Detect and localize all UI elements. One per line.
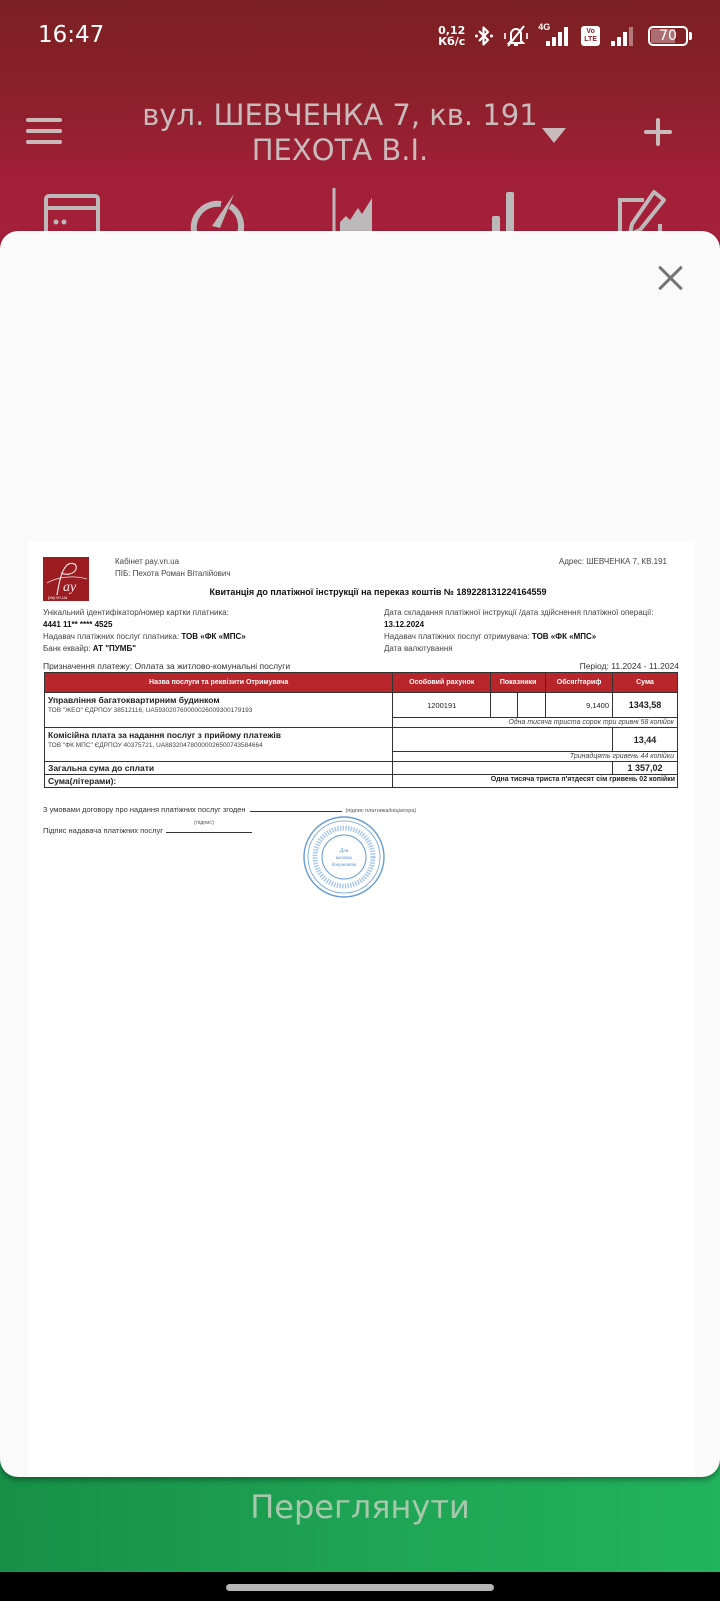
meter-cell (491, 693, 518, 718)
payer-id-value: 4441 11** **** 4525 (43, 620, 113, 629)
payer-provider-label: Надавач платіжних послуг платника: (43, 632, 182, 641)
operation-details (384, 607, 653, 655)
header-owner: ПЕХОТА В.І. (251, 133, 429, 167)
mute-bell-icon (503, 24, 529, 48)
payer-provider (43, 631, 246, 643)
payment-purpose: Призначення платежу: Оплата за житлово-комунальні послуги (43, 661, 291, 671)
agreement-text: З умовами договору про надання платіжних послуг згоден (43, 805, 246, 814)
agreement-line (43, 804, 416, 814)
chevron-down-icon[interactable] (542, 128, 566, 143)
provider-sign-label: Підпис надавача платіжних послуг (43, 826, 164, 835)
column-header: Показники (491, 673, 546, 693)
cabinet-info (115, 556, 231, 580)
empty-cell (393, 762, 613, 775)
service-name: Комісійна плата за надання послуг з прийому платежів (48, 730, 281, 740)
volte-bottom: LTE (584, 36, 597, 43)
menu-icon-line (26, 140, 62, 144)
table-header-row (45, 673, 678, 693)
table-row (45, 693, 678, 718)
sum-words: Тринадцять гривень 44 копійки (393, 752, 678, 762)
service-requisites: ТОВ "ФК МПС" ЄДРПОУ 40375721, UA883204780000026500743584664 (48, 742, 263, 749)
total-label: Загальна сума до сплати (45, 762, 393, 775)
volte-icon (581, 26, 600, 46)
battery-body (648, 26, 688, 46)
table-row (45, 728, 678, 752)
network-speed-value: 0,12 (438, 24, 466, 37)
payer-name: ПІБ: Пехота Роман Віталійович (115, 569, 231, 578)
svg-text:документів: документів (331, 863, 357, 868)
operation-date-label: Дата складання платіжної інструкції /дата здійснення платіжної операції: (384, 608, 654, 617)
service-cell (45, 728, 393, 762)
column-header: Сума (613, 673, 678, 693)
signature-line (166, 820, 252, 833)
acquirer-bank (43, 643, 246, 655)
signature-line (250, 804, 342, 812)
payer-id-label: Унікальний ідентифікатор/номер картки платника: (43, 608, 229, 617)
stamp-seal (302, 815, 386, 899)
sign-hint: (підпис) (194, 820, 214, 826)
pay-logo (43, 557, 89, 601)
column-header: Особовий рахунок (393, 673, 491, 693)
bluetooth-icon (474, 24, 494, 48)
network-type: 4G (538, 22, 551, 32)
battery-tip (689, 32, 692, 40)
recipient-provider-label: Надавач платіжних послуг отримувача: (384, 632, 532, 641)
status-bar (0, 0, 720, 72)
volte-top: Vo (586, 28, 595, 35)
meter-cell (518, 693, 546, 718)
total-row (45, 762, 678, 775)
provider-signature (43, 820, 252, 835)
account-selector[interactable] (140, 98, 540, 168)
svg-text:Для: Для (339, 848, 349, 854)
menu-icon-line (26, 129, 62, 133)
menu-button[interactable] (26, 118, 62, 148)
svg-text:pay.vn.ua: pay.vn.ua (48, 595, 68, 600)
receipt-modal (0, 231, 720, 1477)
operation-date-value: 13.12.2024 (384, 620, 425, 629)
signal-4g (538, 24, 572, 48)
valuation-date-label: Дата валютування (384, 644, 453, 653)
receipt-document (28, 541, 695, 1477)
bank-label: Банк еквайр: (43, 644, 93, 653)
words-value: Одна тисяча триста п'ятдесят сім гривень 02 копійки (393, 775, 678, 788)
payer-details (43, 607, 246, 655)
network-speed-unit: Кб/с (438, 35, 466, 48)
signal-bars-2-icon (609, 24, 639, 48)
svg-text:ay: ay (63, 580, 77, 595)
sum-cell: 1343,58 (613, 693, 678, 718)
column-header: Обсяг/тариф (546, 673, 613, 693)
status-icons (438, 22, 692, 50)
add-account-button[interactable] (644, 118, 672, 146)
battery-indicator (648, 26, 692, 46)
receipt-title: Квитанція до платіжної інструкції на переказ коштів № 189228131224164559 (209, 587, 547, 597)
agreement-hint: (підпис платника/ініціатора) (345, 808, 417, 814)
total-value: 1 357,02 (613, 762, 678, 775)
tariff-cell: 9,1400 (546, 693, 613, 718)
services-table (44, 672, 678, 788)
view-button-label[interactable]: Переглянути (250, 1488, 470, 1526)
payment-period: Період: 11.2024 - 11.2024 (579, 661, 679, 671)
words-label: Сума(літерами): (45, 775, 393, 788)
column-header: Назва послуги та реквізити Отримувача (45, 673, 393, 693)
svg-text:касових: касових (335, 856, 353, 861)
service-requisites: ТОВ "ЖЕО" ЄДРПОУ 38512116, UA593020760000026009300179193 (48, 707, 253, 714)
payer-provider-value: ТОВ «ФК «МПС» (181, 632, 246, 641)
header-address: вул. ШЕВЧЕНКА 7, кв. 191 (142, 98, 538, 132)
bank-value: АТ "ПУМБ" (92, 644, 136, 653)
menu-icon-line (26, 118, 62, 122)
close-icon[interactable] (658, 265, 684, 291)
sum-words: Одна тисяча триста сорок три гривні 58 копійок (393, 718, 678, 728)
recipient-provider (384, 631, 653, 643)
network-speed (438, 25, 465, 47)
service-cell (45, 693, 393, 728)
cabinet-label: Кабінет pay.vn.ua (115, 557, 180, 566)
words-row (45, 775, 678, 788)
sum-cell: 13,44 (613, 728, 678, 752)
account-cell: 1200191 (393, 693, 491, 718)
recipient-provider-value: ТОВ «ФК «МПС» (531, 632, 597, 641)
status-time: 16:47 (38, 22, 105, 48)
empty-cell (393, 728, 613, 752)
home-indicator[interactable] (226, 1584, 494, 1591)
service-name: Управління багатоквартирним будинком (48, 695, 220, 705)
battery-percent: 70 (659, 28, 677, 44)
receipt-address: Адрес: ШЕВЧЕНКА 7, КВ.191 (558, 557, 667, 566)
